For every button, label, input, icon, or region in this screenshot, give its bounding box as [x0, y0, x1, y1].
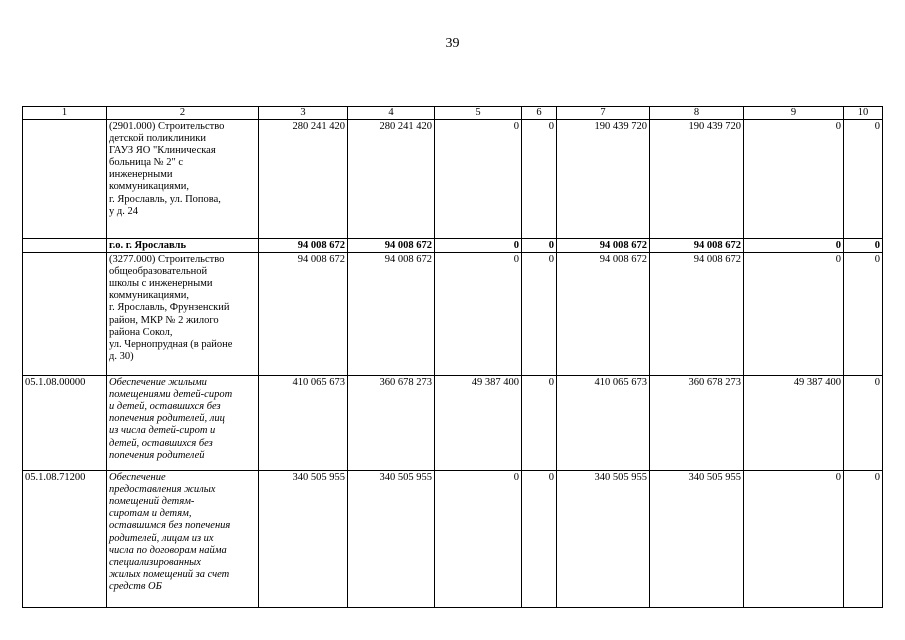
row-value: 94 008 672 — [348, 239, 435, 253]
row-value: 94 008 672 — [348, 253, 435, 376]
row-value: 0 — [435, 253, 522, 376]
row-code — [23, 239, 107, 253]
row-value: 360 678 273 — [348, 376, 435, 471]
row-value: 0 — [522, 471, 557, 608]
table-row — [23, 471, 883, 608]
row-value: 0 — [435, 239, 522, 253]
row-value: 0 — [844, 253, 883, 376]
row-value: 0 — [522, 239, 557, 253]
row-value: 360 678 273 — [650, 376, 744, 471]
table-header-row — [23, 107, 883, 120]
row-code — [23, 253, 107, 376]
row-value: 94 008 672 — [650, 239, 744, 253]
row-code: 05.1.08.71200 — [23, 471, 107, 608]
table-row — [23, 253, 883, 376]
column-header: 6 — [522, 107, 557, 120]
table-row-subtotal — [23, 239, 883, 253]
row-name: Обеспечение жилыми помещениями детей-сирот и детей, оставшихся без попечения родителей, лиц из числа детей-сирот и детей, оставшихся без попечения родителей — [107, 376, 259, 471]
row-value: 0 — [744, 239, 844, 253]
table-row — [23, 376, 883, 471]
column-header: 7 — [557, 107, 650, 120]
row-value: 49 387 400 — [744, 376, 844, 471]
row-value: 0 — [522, 376, 557, 471]
row-name: (2901.000) Строительство детской поликлиники ГАУЗ ЯО "Клиническая больница № 2" с инженерными коммуникациями, г. Ярославль, ул. Попова, у д. 24 — [107, 120, 259, 239]
row-value: 0 — [744, 120, 844, 239]
row-value: 0 — [744, 253, 844, 376]
row-value: 190 439 720 — [557, 120, 650, 239]
row-value: 49 387 400 — [435, 376, 522, 471]
row-value: 94 008 672 — [557, 239, 650, 253]
row-name: (3277.000) Строительство общеобразовательной школы с инженерными коммуникациями, г. Ярославль, Фрунзенский район, МКР № 2 жилого района Сокол, ул. Чернопрудная (в районе д. 30) — [107, 253, 259, 376]
page-number: 39 — [445, 36, 460, 51]
row-value: 0 — [522, 120, 557, 239]
row-value: 340 505 955 — [348, 471, 435, 608]
column-header: 8 — [650, 107, 744, 120]
row-value: 94 008 672 — [259, 253, 348, 376]
row-value: 0 — [744, 471, 844, 608]
column-header: 3 — [259, 107, 348, 120]
column-header: 9 — [744, 107, 844, 120]
row-value: 0 — [844, 376, 883, 471]
row-value: 410 065 673 — [557, 376, 650, 471]
row-value: 0 — [844, 471, 883, 608]
row-value: 340 505 955 — [259, 471, 348, 608]
row-value: 94 008 672 — [557, 253, 650, 376]
budget-table — [22, 106, 883, 608]
row-value: 94 008 672 — [650, 253, 744, 376]
row-value: 0 — [522, 253, 557, 376]
row-value: 340 505 955 — [557, 471, 650, 608]
column-header: 4 — [348, 107, 435, 120]
row-value: 190 439 720 — [650, 120, 744, 239]
row-value: 0 — [435, 471, 522, 608]
row-value: 0 — [844, 120, 883, 239]
row-name: г.о. г. Ярославль — [107, 239, 259, 253]
row-value: 340 505 955 — [650, 471, 744, 608]
row-code: 05.1.08.00000 — [23, 376, 107, 471]
row-value: 280 241 420 — [348, 120, 435, 239]
row-code — [23, 120, 107, 239]
row-value: 280 241 420 — [259, 120, 348, 239]
column-header: 2 — [107, 107, 259, 120]
row-name: Обеспечение предоставления жилых помещений детям- сиротам и детям, оставшимся без попечения родителей, лицам из их числа по договорам найма специализированных жилых помещений за счет средств ОБ — [107, 471, 259, 608]
table-row — [23, 120, 883, 239]
row-value: 0 — [435, 120, 522, 239]
column-header: 1 — [23, 107, 107, 120]
row-value: 410 065 673 — [259, 376, 348, 471]
column-header: 10 — [844, 107, 883, 120]
row-value: 0 — [844, 239, 883, 253]
row-value: 94 008 672 — [259, 239, 348, 253]
column-header: 5 — [435, 107, 522, 120]
